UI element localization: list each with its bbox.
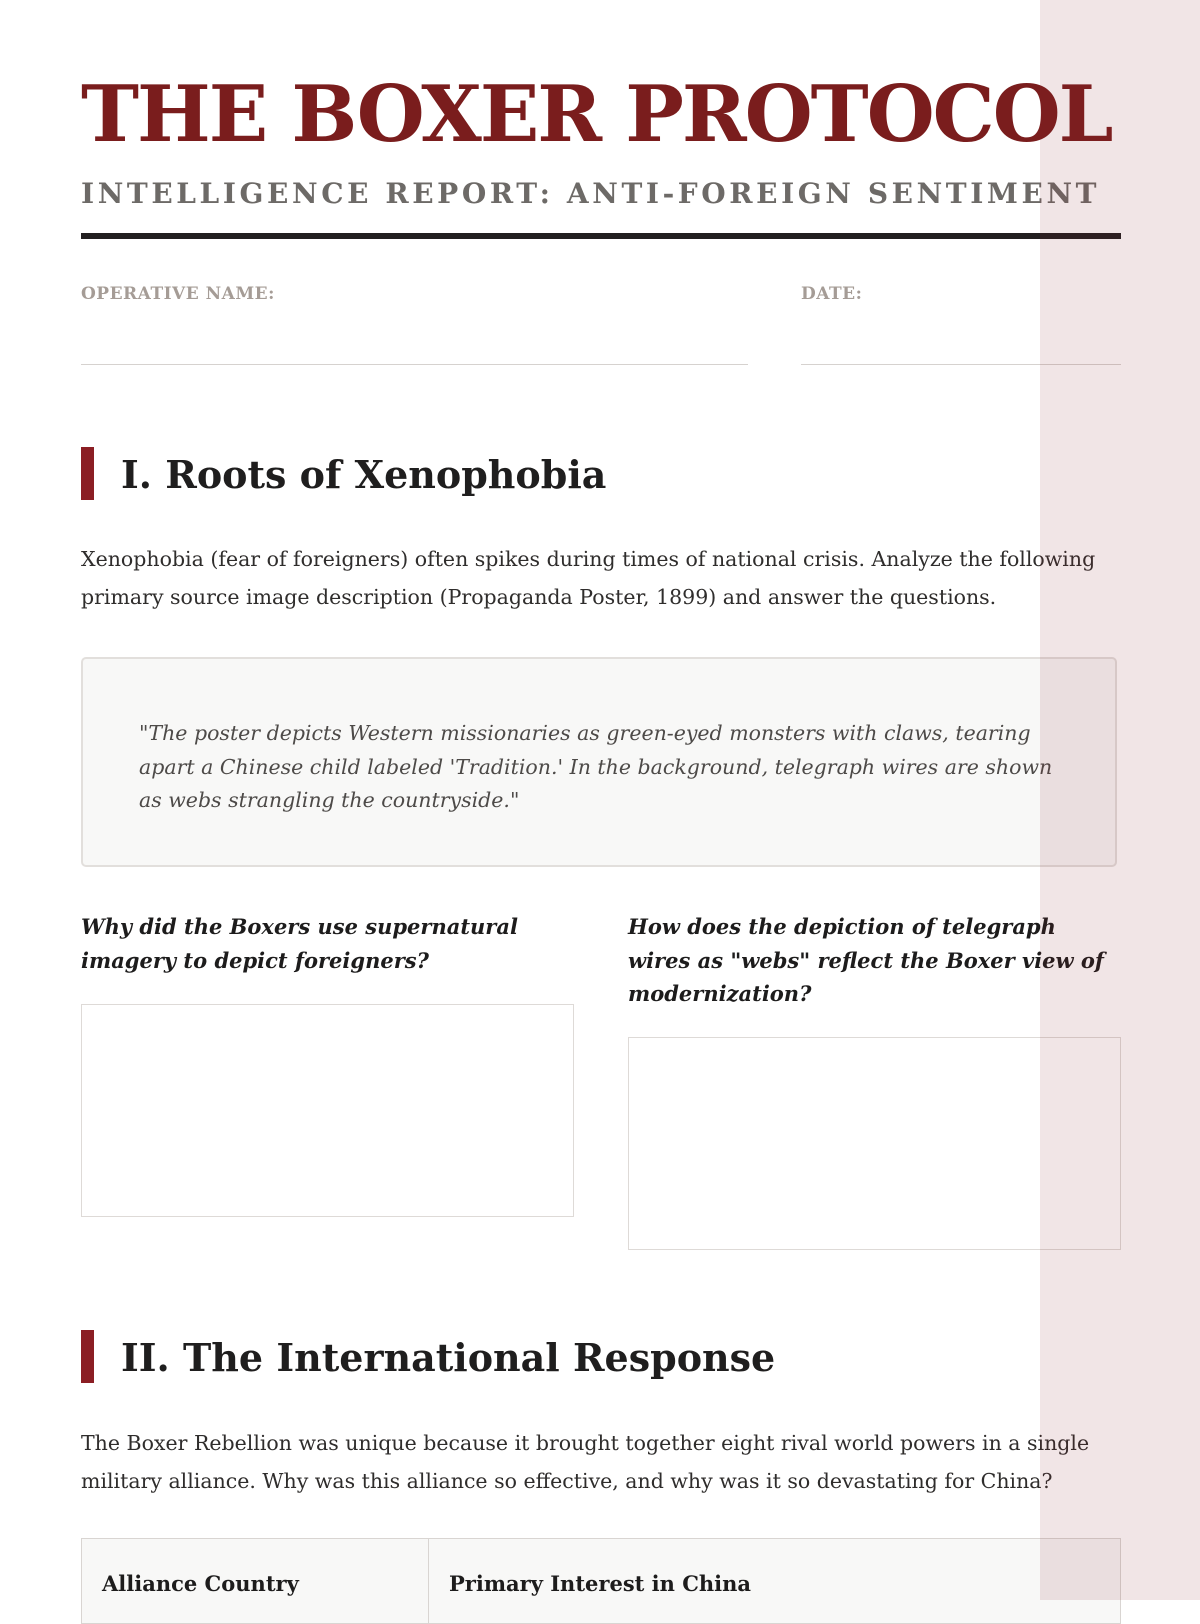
page-subtitle: INTELLIGENCE REPORT: ANTI-FOREIGN SENTIMENT bbox=[81, 177, 1101, 210]
answer-2-box[interactable] bbox=[628, 1037, 1121, 1250]
section-2-accent-bar bbox=[81, 1330, 94, 1383]
answer-1-box[interactable] bbox=[81, 1004, 574, 1217]
date-field[interactable] bbox=[801, 364, 1121, 365]
primary-source-quote: "The poster depicts Western missionaries as green-eyed monsters with claws, tearing apart a Chinese child labeled 'Tradition.' In the background, telegraph wires are shown as webs strangling the countryside." bbox=[139, 721, 1053, 812]
section-1-intro: Xenophobia (fear of foreigners) often spikes during times of national crisis. Analyze the following primary source image description (Propaganda Poster, 1899) and answer the questions. bbox=[81, 547, 1096, 609]
table-header-cell: Alliance Country bbox=[82, 1539, 429, 1624]
alliance-table bbox=[81, 1538, 1121, 1624]
question-1: Why did the Boxers use supernatural imagery to depict foreigners? bbox=[81, 914, 518, 973]
section-2-heading: II. The International Response bbox=[121, 1335, 776, 1380]
question-2: How does the depiction of telegraph wires as "webs" reflect the Boxer view of modernization? bbox=[628, 914, 1104, 1006]
header-divider bbox=[81, 233, 1121, 239]
date-label: DATE: bbox=[801, 284, 863, 304]
operative-name-field[interactable] bbox=[81, 364, 748, 365]
operative-name-label: OPERATIVE NAME: bbox=[81, 284, 275, 304]
primary-source-quote-box bbox=[81, 657, 1117, 867]
section-1-accent-bar bbox=[81, 447, 94, 500]
section-1-heading: I. Roots of Xenophobia bbox=[121, 452, 607, 497]
section-2-intro: The Boxer Rebellion was unique because it brought together eight rival world powers in a single military alliance. Why was this alliance so effective, and why was it so devastating for China? bbox=[81, 1431, 1090, 1493]
page-title: THE BOXER PROTOCOL bbox=[81, 69, 1112, 160]
table-header-row bbox=[82, 1539, 1121, 1624]
table-header-cell: Primary Interest in China bbox=[429, 1539, 1121, 1624]
